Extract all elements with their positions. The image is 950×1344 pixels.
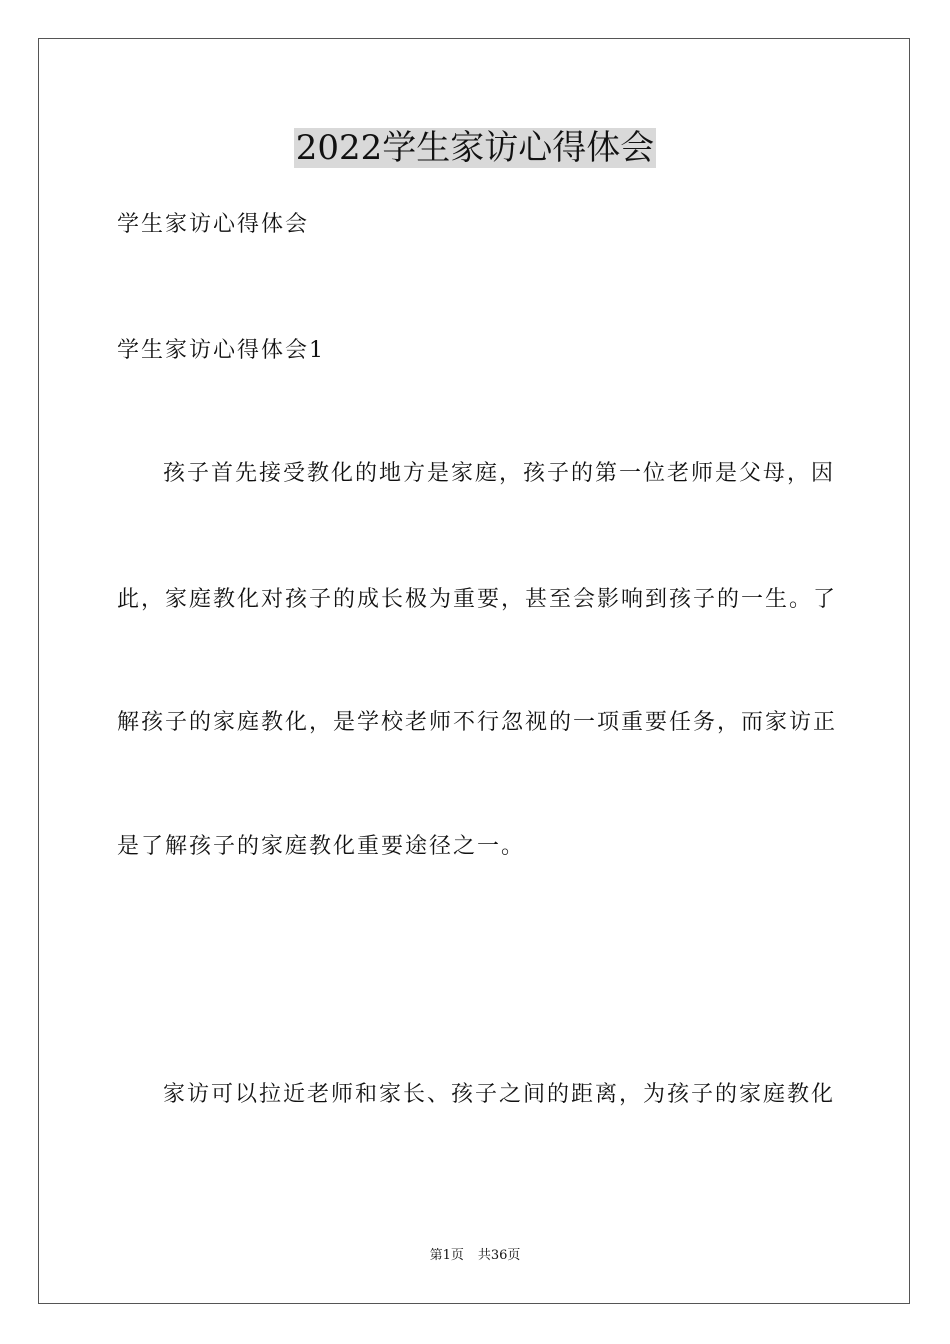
page-number-current: 第1页 xyxy=(429,1248,464,1263)
paragraph1-line-1: 孩子首先接受教化的地方是家庭，孩子的第一位老师是父母，因 xyxy=(163,461,836,486)
document-title-text: 2022学生家访心得体会 xyxy=(295,128,655,168)
paragraph1-line-3: 解孩子的家庭教化，是学校老师不行忽视的一项重要任务，而家访正 xyxy=(117,710,838,735)
document-subtitle: 学生家访心得体会 xyxy=(117,212,310,237)
section-heading: 学生家访心得体会1 xyxy=(117,338,325,363)
paragraph1-line-2: 此，家庭教化对孩子的成长极为重要，甚至会影响到孩子的一生。了 xyxy=(117,587,838,612)
paragraph2-line-1: 家访可以拉近老师和家长、孩子之间的距离，为孩子的家庭教化 xyxy=(163,1082,836,1107)
document-title xyxy=(0,128,950,168)
paragraph1-line-4: 是了解孩子的家庭教化重要途径之一。 xyxy=(117,834,526,859)
page-number-total: 共36页 xyxy=(477,1248,521,1263)
page-footer xyxy=(0,1248,950,1264)
